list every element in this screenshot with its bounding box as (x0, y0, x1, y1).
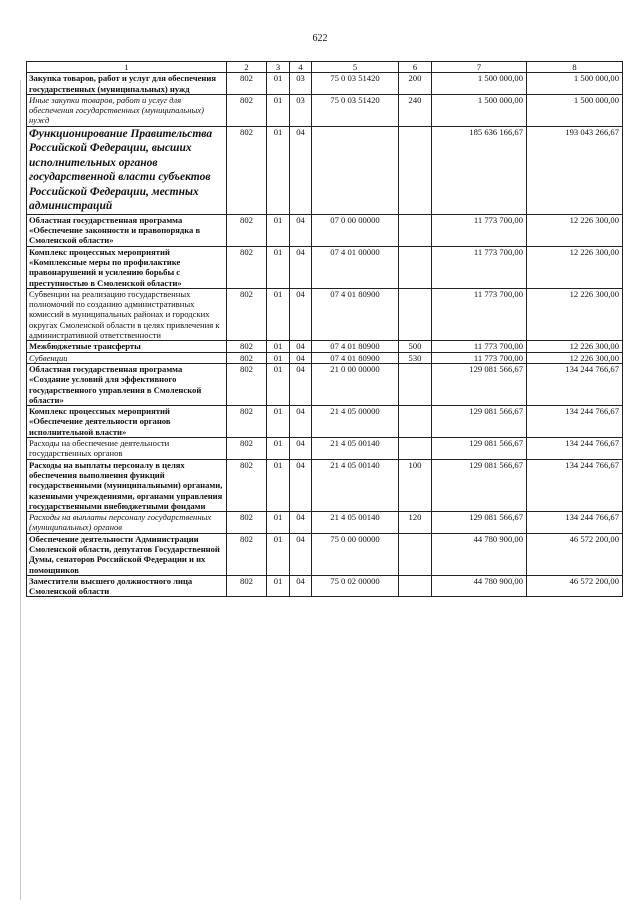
section-cell: 01 (267, 459, 290, 511)
expense-type-cell (399, 575, 432, 597)
amount-year2-cell: 134 244 766,67 (527, 459, 623, 511)
subsection-cell: 04 (290, 341, 312, 352)
amount-year2-cell: 1 500 000,00 (527, 73, 623, 95)
gov-code-cell: 802 (227, 533, 267, 575)
target-item-cell: 07 4 01 00000 (312, 246, 399, 288)
expense-type-cell (399, 406, 432, 438)
column-header: 8 (527, 62, 623, 73)
amount-year2-cell: 12 226 300,00 (527, 341, 623, 352)
amount-year1-cell: 44 780 900,00 (432, 575, 527, 597)
subsection-cell: 04 (290, 288, 312, 340)
expense-type-cell: 120 (399, 512, 432, 534)
section-cell: 01 (267, 73, 290, 95)
table-row (27, 126, 623, 214)
table-row (27, 512, 623, 534)
target-item-cell: 07 4 01 80900 (312, 341, 399, 352)
expense-type-cell (399, 246, 432, 288)
expense-type-cell (399, 214, 432, 246)
gov-code-cell: 802 (227, 406, 267, 438)
column-header: 5 (312, 62, 399, 73)
item-name-cell: Закупка товаров, работ и услуг для обеспечения государственных (муниципальных) нужд (27, 73, 227, 95)
section-cell: 01 (267, 352, 290, 363)
subsection-cell: 04 (290, 438, 312, 460)
page-number: 622 (312, 33, 328, 44)
table-row (27, 438, 623, 460)
target-item-cell: 21 4 05 00140 (312, 512, 399, 534)
amount-year1-cell: 44 780 900,00 (432, 533, 527, 575)
item-name-cell: Комплекс процессных мероприятий «Обеспечение деятельности органов исполнительной власти» (27, 406, 227, 438)
amount-year2-cell: 134 244 766,67 (527, 363, 623, 405)
section-cell: 01 (267, 288, 290, 340)
table-row (27, 288, 623, 340)
table-header-row (27, 62, 623, 73)
gov-code-cell: 802 (227, 459, 267, 511)
item-name-cell: Областная государственная программа «Обеспечение законности и правопорядка в Смоленской области» (27, 214, 227, 246)
item-name-cell: Обеспечение деятельности Администрации Смоленской области, депутатов Государственной Думы, сенаторов Российской Федерации и их помощников (27, 533, 227, 575)
amount-year1-cell: 1 500 000,00 (432, 73, 527, 95)
subsection-cell: 03 (290, 94, 312, 126)
gov-code-cell: 802 (227, 73, 267, 95)
table-row (27, 363, 623, 405)
subsection-cell: 04 (290, 352, 312, 363)
item-name-cell: Межбюджетные трансферты (27, 341, 227, 352)
item-name-cell: Расходы на выплаты персоналу в целях обеспечения выполнения функций государственными (муниципальными) органами, казенными учреждениями, органами управления государственными внебюджетными фондами (27, 459, 227, 511)
gov-code-cell: 802 (227, 246, 267, 288)
column-header: 6 (399, 62, 432, 73)
target-item-cell: 75 0 00 00000 (312, 533, 399, 575)
gov-code-cell: 802 (227, 288, 267, 340)
item-name-cell: Комплекс процессных мероприятий «Комплексные меры по профилактике правонарушений и усилению борьбы с преступностью в Смоленской области» (27, 246, 227, 288)
gov-code-cell: 802 (227, 575, 267, 597)
budget-table (26, 61, 623, 597)
target-item-cell: 75 0 02 00000 (312, 575, 399, 597)
subsection-cell: 04 (290, 126, 312, 214)
subsection-cell: 04 (290, 459, 312, 511)
section-cell: 01 (267, 246, 290, 288)
section-cell: 01 (267, 94, 290, 126)
amount-year1-cell: 129 081 566,67 (432, 406, 527, 438)
gov-code-cell: 802 (227, 352, 267, 363)
amount-year2-cell: 12 226 300,00 (527, 246, 623, 288)
item-name-cell: Субвенции на реализацию государственных полномочий по созданию административных комиссий в муниципальных районах и городских округах Смоленской области в целях привлечения к административной ответственности (27, 288, 227, 340)
expense-type-cell (399, 126, 432, 214)
subsection-cell: 04 (290, 533, 312, 575)
subsection-cell: 04 (290, 214, 312, 246)
target-item-cell: 21 4 05 00000 (312, 406, 399, 438)
subsection-cell: 04 (290, 246, 312, 288)
item-name-cell: Иные закупки товаров, работ и услуг для обеспечения государственных (муниципальных) нужд (27, 94, 227, 126)
amount-year2-cell: 12 226 300,00 (527, 214, 623, 246)
amount-year2-cell: 12 226 300,00 (527, 288, 623, 340)
amount-year1-cell: 185 636 166,67 (432, 126, 527, 214)
target-item-cell: 75 0 03 51420 (312, 94, 399, 126)
amount-year1-cell: 1 500 000,00 (432, 94, 527, 126)
expense-type-cell: 200 (399, 73, 432, 95)
amount-year1-cell: 11 773 700,00 (432, 214, 527, 246)
item-name-cell: Расходы на обеспечение деятельности государственных органов (27, 438, 227, 460)
amount-year2-cell: 134 244 766,67 (527, 406, 623, 438)
amount-year1-cell: 11 773 700,00 (432, 341, 527, 352)
column-header: 4 (290, 62, 312, 73)
table-row (27, 94, 623, 126)
target-item-cell: 21 4 05 00140 (312, 459, 399, 511)
target-item-cell: 21 0 00 00000 (312, 363, 399, 405)
amount-year1-cell: 129 081 566,67 (432, 438, 527, 460)
expense-type-cell: 240 (399, 94, 432, 126)
section-cell: 01 (267, 575, 290, 597)
section-cell: 01 (267, 406, 290, 438)
amount-year2-cell: 1 500 000,00 (527, 94, 623, 126)
item-name-cell: Расходы на выплаты персоналу государственных (муниципальных) органов (27, 512, 227, 534)
amount-year2-cell: 12 226 300,00 (527, 352, 623, 363)
subsection-cell: 04 (290, 512, 312, 534)
target-item-cell: 07 4 01 80900 (312, 352, 399, 363)
table-row (27, 352, 623, 363)
gov-code-cell: 802 (227, 94, 267, 126)
amount-year2-cell: 46 572 200,00 (527, 533, 623, 575)
section-cell: 01 (267, 438, 290, 460)
amount-year2-cell: 134 244 766,67 (527, 512, 623, 534)
subsection-cell: 04 (290, 363, 312, 405)
item-name-cell: Областная государственная программа «Создание условий для эффективного государственного управления в Смоленской области» (27, 363, 227, 405)
amount-year2-cell: 134 244 766,67 (527, 438, 623, 460)
gov-code-cell: 802 (227, 126, 267, 214)
amount-year2-cell: 193 043 266,67 (527, 126, 623, 214)
expense-type-cell: 500 (399, 341, 432, 352)
amount-year1-cell: 11 773 700,00 (432, 288, 527, 340)
table-row (27, 341, 623, 352)
target-item-cell (312, 126, 399, 214)
table-row (27, 214, 623, 246)
gov-code-cell: 802 (227, 214, 267, 246)
amount-year1-cell: 11 773 700,00 (432, 352, 527, 363)
target-item-cell: 21 4 05 00140 (312, 438, 399, 460)
page-edge-rule (20, 80, 21, 900)
target-item-cell: 07 0 00 00000 (312, 214, 399, 246)
expense-type-cell: 530 (399, 352, 432, 363)
expense-type-cell (399, 438, 432, 460)
amount-year2-cell: 46 572 200,00 (527, 575, 623, 597)
table-row (27, 533, 623, 575)
amount-year1-cell: 129 081 566,67 (432, 459, 527, 511)
table-row (27, 459, 623, 511)
subsection-cell: 04 (290, 406, 312, 438)
item-name-cell: Функционирование Правительства Российской Федерации, высших исполнительных органов государственной власти субъектов Российской Федерации, местных администраций (27, 126, 227, 214)
subsection-cell: 04 (290, 575, 312, 597)
amount-year1-cell: 129 081 566,67 (432, 363, 527, 405)
section-cell: 01 (267, 533, 290, 575)
target-item-cell: 07 4 01 80900 (312, 288, 399, 340)
expense-type-cell (399, 363, 432, 405)
amount-year1-cell: 11 773 700,00 (432, 246, 527, 288)
expense-type-cell (399, 533, 432, 575)
section-cell: 01 (267, 363, 290, 405)
column-header: 3 (267, 62, 290, 73)
column-header: 1 (27, 62, 227, 73)
expense-type-cell: 100 (399, 459, 432, 511)
gov-code-cell: 802 (227, 341, 267, 352)
column-header: 2 (227, 62, 267, 73)
section-cell: 01 (267, 126, 290, 214)
expense-type-cell (399, 288, 432, 340)
gov-code-cell: 802 (227, 363, 267, 405)
gov-code-cell: 802 (227, 438, 267, 460)
gov-code-cell: 802 (227, 512, 267, 534)
item-name-cell: Субвенции (27, 352, 227, 363)
table-row (27, 73, 623, 95)
section-cell: 01 (267, 214, 290, 246)
table-row (27, 246, 623, 288)
section-cell: 01 (267, 341, 290, 352)
item-name-cell: Заместители высшего должностного лица Смоленской области (27, 575, 227, 597)
table-row (27, 575, 623, 597)
target-item-cell: 75 0 03 51420 (312, 73, 399, 95)
amount-year1-cell: 129 081 566,67 (432, 512, 527, 534)
subsection-cell: 03 (290, 73, 312, 95)
section-cell: 01 (267, 512, 290, 534)
table-row (27, 406, 623, 438)
column-header: 7 (432, 62, 527, 73)
